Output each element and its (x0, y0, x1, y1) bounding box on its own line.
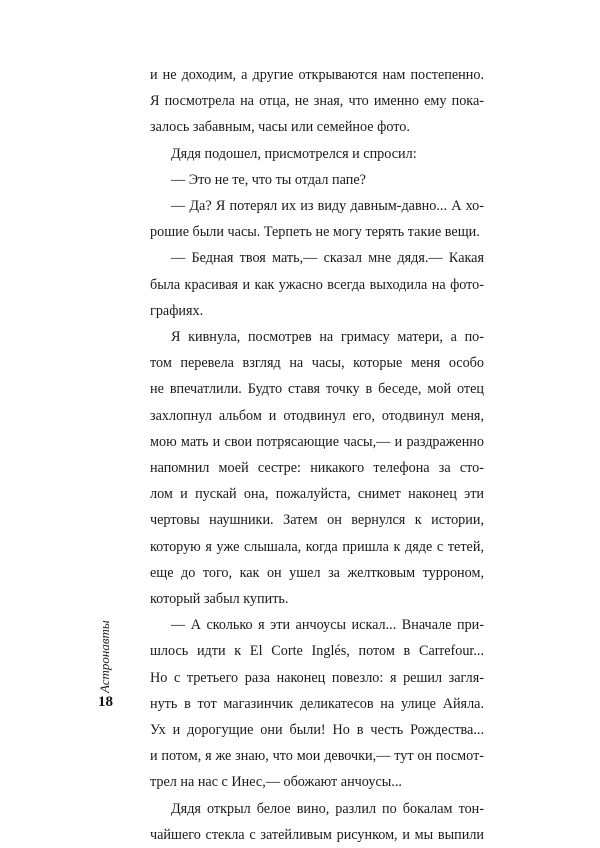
text-line: шлось идти к El Corte Inglés, потом в Carrefour... (150, 643, 484, 660)
text-line: нуть в тот магазинчик деликатесов на улице Айяла. (150, 695, 484, 712)
text-line: Дядя открыл белое вино, разлил по бокалам тон- (171, 800, 484, 817)
text-line: — Это не те, что ты отдал папе? (171, 171, 366, 188)
body-text (150, 62, 484, 848)
text-line: — Бедная твоя мать,— сказал мне дядя.— Какая (171, 250, 484, 267)
text-line: Дядя подошел, присмотрелся и спросил: (171, 145, 417, 162)
text-line: не впечатлили. Будто ставя точку в беседе, мой отец (150, 381, 484, 398)
text-line: мою мать и свои потрясающие часы,— и раздраженно (150, 433, 484, 450)
text-line: еще до того, как он ушел за желтковым турроном, (150, 564, 484, 581)
text-line: которую я уже слышала, когда пришла к дяде с тетей, (150, 538, 484, 555)
text-line: том перевела взгляд на часы, которые меня особо (150, 355, 484, 372)
text-line: рошие были часы. Терпеть не могу терять такие вещи. (150, 224, 480, 241)
text-line: трел на нас с Инес,— обожают анчоусы... (150, 774, 402, 791)
text-line: и потом, я же знаю, что мои девочки,— тут он посмот- (150, 748, 484, 765)
text-line: напомнил моей сестре: никакого телефона за сто- (150, 460, 484, 477)
text-line: чайшего стекла с затейливым рисунком, и мы выпили (150, 826, 484, 843)
text-line: Ух и дорогущие они были! Но в честь Рождества... (150, 722, 484, 739)
text-line: лом и пускай она, пожалуйста, снимет наконец эти (150, 486, 484, 503)
page-number: 18 (98, 694, 113, 710)
text-line: была красивая и как ужасно всегда выходила на фото- (150, 276, 484, 293)
text-line: — Да? Я потерял их из виду давным-давно... А хо- (171, 198, 484, 215)
text-line: Но с третьего раза наконец повезло: я решил загля- (150, 669, 484, 686)
text-line: — А сколько я эти анчоусы искал... Вначале при- (171, 617, 484, 634)
text-line: чертовы наушники. Затем он вернулся к истории, (150, 512, 484, 529)
running-title: Астронавты (97, 620, 112, 694)
text-line: залось забавным, часы или семейное фото. (150, 119, 410, 136)
text-line: который забыл купить. (150, 591, 289, 608)
text-line: Я посмотрела на отца, не зная, что именно ему пока- (150, 93, 484, 110)
text-line: захлопнул альбом и отодвинул его, отодвинул меня, (150, 407, 484, 424)
text-line: Я кивнула, посмотрев на гримасу матери, а по- (171, 329, 484, 346)
text-line: графиях. (150, 302, 204, 319)
text-line: и не доходим, а другие открываются нам постепенно. (150, 67, 484, 83)
